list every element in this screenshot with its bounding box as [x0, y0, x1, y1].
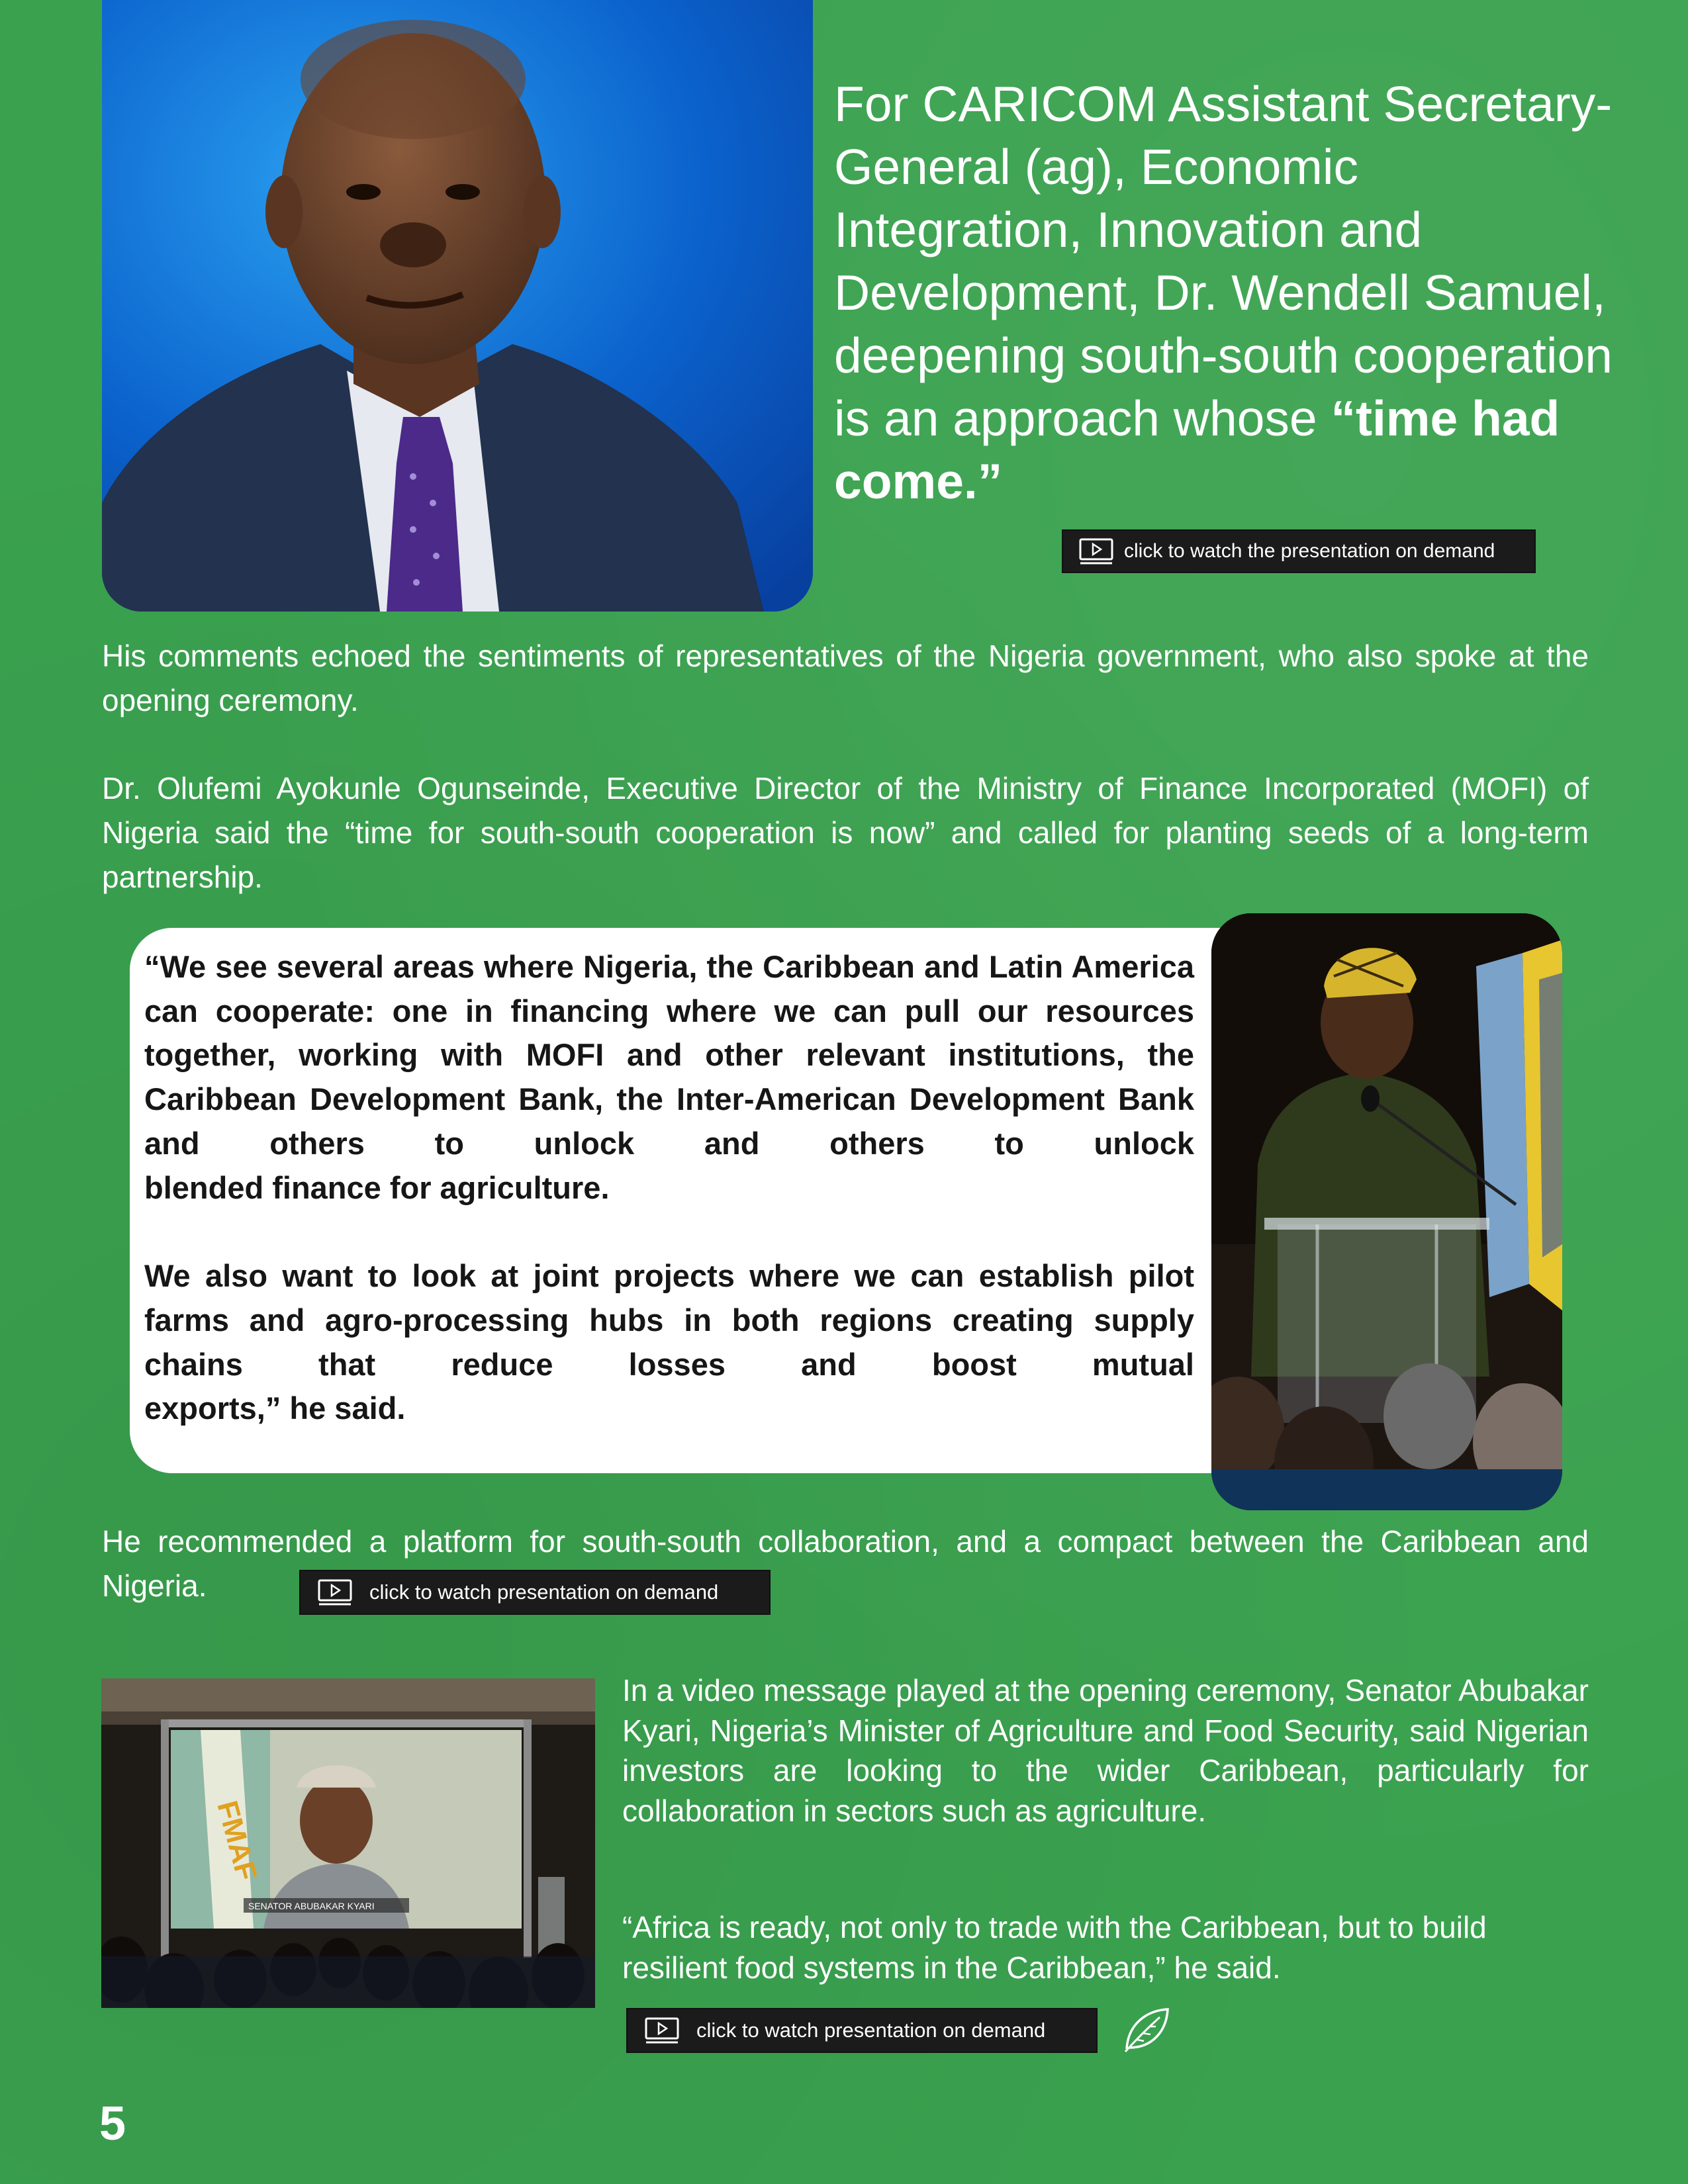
- video-play-icon: [318, 1579, 352, 1606]
- paragraph-ogunseinde: Dr. Olufemi Ayokunle Ogunseinde, Executive Director of the Ministry of Finance Incorporated (MOFI) of Nigeria said the “time for south-south cooperation is now” and called for planting seeds of a long-term partnership.: [102, 771, 1589, 894]
- watch-presentation-button-bottom[interactable]: [626, 2008, 1098, 2053]
- pull-quote-text: [144, 945, 1194, 1431]
- headline-emphasis: “time had come.”: [834, 390, 1560, 509]
- watch-presentation-button-top[interactable]: [1062, 529, 1536, 573]
- paragraph-senator-kyari: In a video message played at the opening ceremony, Senator Abubakar Kyari, Nigeria’s Minister of Agriculture and Food Security, said Nigerian investors are looking to the wider Caribbean, particularly for collaboration in sectors such as agriculture.: [622, 1673, 1589, 1828]
- screen-caption: SENATOR ABUBAKAR KYARI: [248, 1901, 375, 1911]
- quote-paragraph-1: [144, 945, 1194, 1210]
- quote-paragraph-1-end: blended finance for agriculture.: [144, 1169, 610, 1205]
- watch-presentation-label: click to watch presentation on demand: [369, 1580, 719, 1604]
- watch-presentation-label: click to watch presentation on demand: [696, 2019, 1046, 2042]
- leaf-icon: [1121, 2005, 1170, 2054]
- watch-presentation-label: click to watch the presentation on demand: [1124, 540, 1495, 562]
- banner-text: FMAF: [211, 1797, 263, 1884]
- quote-paragraph-2-main: We also want to look at joint projects where we can establish pilot farms and agro-processing hubs in both regions creating supply chains that reduce losses and boost mutual: [144, 1258, 1194, 1382]
- quote-paragraph-2: [144, 1254, 1194, 1431]
- paragraph-comments-echoed: His comments echoed the sentiments of representatives of the Nigeria government, who also spoke at the opening ceremony.: [102, 639, 1589, 717]
- speaker-at-podium-photo: [1211, 913, 1562, 1510]
- paragraph-platform-recommendation: He recommended a platform for south-south collaboration, and a compact between the Caribbean and Nigeria.: [102, 1524, 1589, 1603]
- portrait-photo-wendell-samuel: [102, 0, 813, 612]
- video-play-icon: [645, 2017, 679, 2044]
- page-number: 5: [99, 2097, 126, 2150]
- headline-text: For CARICOM Assistant Secretary-General (ag), Economic Integration, Innovation and Development, Dr. Wendell Samuel, deepening south-south cooperation is an approach whose: [834, 76, 1613, 446]
- video-play-icon: [1079, 538, 1113, 565]
- quote-paragraph-1-main: “We see several areas where Nigeria, the Caribbean and Latin America can cooperate: one in financing where we can pull our resources together, working with MOFI and other relevant institutions, the Caribbean Development Bank, the Inter-American Development Bank and others to unlock and others to unlock: [144, 949, 1194, 1161]
- paragraph-africa-ready-quote: “Africa is ready, not only to trade with the Caribbean, but to build resilient food systems in the Caribbean,” he said.: [622, 1910, 1487, 1985]
- video-message-event-photo: [101, 1678, 595, 2008]
- quote-paragraph-2-end: exports,” he said.: [144, 1390, 406, 1426]
- headline-quote: [834, 73, 1615, 513]
- watch-presentation-button-middle[interactable]: [299, 1570, 771, 1615]
